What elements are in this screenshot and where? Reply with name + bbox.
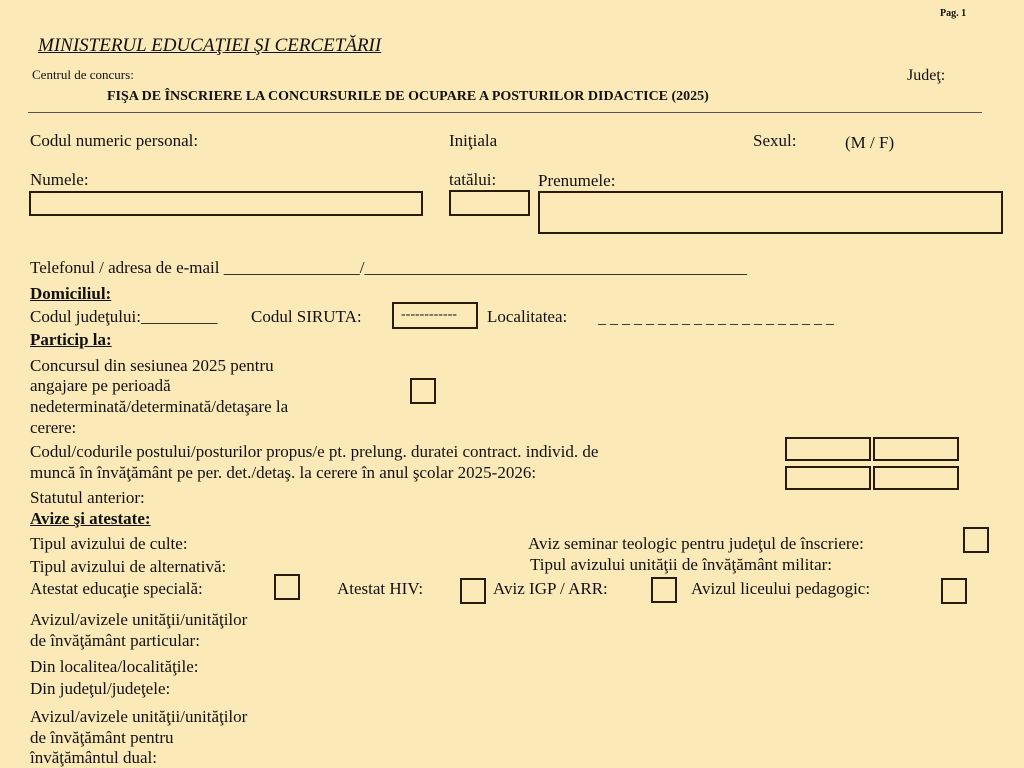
sex-label: Sexul:: [753, 131, 797, 150]
contest-line-1: Concursul din sesiunea 2025 pentru: [30, 356, 274, 375]
igp-checkbox[interactable]: [651, 577, 677, 603]
special-ed-label: Atestat educaţie specială:: [30, 579, 203, 598]
seminary-checkbox[interactable]: [963, 527, 989, 553]
sex-options: (M / F): [845, 133, 895, 152]
igp-label: Aviz IGP / ARR:: [493, 579, 608, 598]
contest-checkbox[interactable]: [410, 378, 436, 404]
siruta-value: ------------: [401, 307, 457, 322]
ministry-title: MINISTERUL EDUCAŢIEI ŞI CERCETĂRII: [38, 35, 382, 56]
contest-line-2: angajare pe perioadă: [30, 376, 171, 395]
father-initial-field[interactable]: [449, 190, 530, 216]
participation-heading: Particip la:: [30, 330, 112, 349]
seminary-approval-label: Aviz seminar teologic pentru judeţul de înscriere:: [528, 534, 864, 553]
private-line-1: Avizul/avizele unităţii/unităţilor: [30, 610, 248, 629]
post-code-field-4[interactable]: [873, 466, 959, 490]
locality-label: Localitatea:: [487, 307, 568, 326]
father-initial-label: Iniţiala: [449, 131, 498, 150]
codes-line-1: Codul/codurile postului/posturilor propus/e pt. prelung. duratei contract. individ. de: [30, 442, 599, 461]
pedagogic-checkbox[interactable]: [941, 578, 967, 604]
page-number: Pag. 1: [940, 8, 967, 19]
title-divider: [28, 112, 982, 113]
firstname-label: Prenumele:: [538, 171, 616, 190]
approvals-heading: Avize şi atestate:: [30, 509, 151, 528]
codes-line-2: muncă în învăţământ pe per. det./detaş. la cerere în anul şcolar 2025-2026:: [30, 463, 537, 482]
special-ed-checkbox[interactable]: [274, 574, 300, 600]
county-code-field[interactable]: Codul judeţului:_________: [30, 307, 218, 326]
firstname-field[interactable]: [538, 191, 1003, 234]
contest-line-3: nedeterminată/determinată/detaşare la: [30, 397, 289, 416]
name-label: Numele:: [30, 170, 89, 189]
post-code-field-2[interactable]: [873, 437, 959, 461]
hiv-label: Atestat HIV:: [337, 579, 424, 598]
siruta-label: Codul SIRUTA:: [251, 307, 362, 326]
siruta-field[interactable]: [392, 302, 478, 329]
military-approval-label: Tipul avizului unităţii de învăţământ militar:: [530, 555, 833, 574]
private-line-2: de învăţământ particular:: [30, 631, 200, 650]
contact-line[interactable]: Telefonul / adresa de e-mail ________________/_____________________________________________: [30, 258, 747, 277]
cult-approval-label: Tipul avizului de culte:: [30, 534, 188, 553]
name-field[interactable]: [29, 191, 423, 216]
dual-line-2: de învăţământ pentru: [30, 728, 174, 747]
dual-line-1: Avizul/avizele unităţii/unităţilor: [30, 707, 248, 726]
cnp-label: Codul numeric personal:: [30, 131, 199, 150]
post-code-field-1[interactable]: [785, 437, 871, 461]
center-label: Centrul de concurs:: [32, 67, 134, 82]
previous-status-label: Statutul anterior:: [30, 488, 145, 507]
alternative-approval-label: Tipul avizului de alternativă:: [30, 557, 227, 576]
counties-label: Din judeţul/judeţele:: [30, 679, 171, 698]
locality-field[interactable]: _ _ _ _ _ _ _ _ _ _ _ _ _ _ _ _ _ _ _ _: [598, 310, 834, 327]
hiv-checkbox[interactable]: [460, 578, 486, 604]
localities-label: Din localitea/localităţile:: [30, 657, 199, 676]
contest-line-4: cerere:: [30, 418, 77, 437]
county-label: Judeţ:: [907, 67, 946, 84]
father-label: tatălui:: [449, 170, 497, 189]
dual-line-3: învăţământul dual:: [30, 748, 157, 767]
pedagogic-label: Avizul liceului pedagogic:: [691, 579, 871, 598]
domicile-heading: Domiciliul:: [30, 284, 112, 303]
form-title: FIŞA DE ÎNSCRIERE LA CONCURSURILE DE OCUPARE A POSTURILOR DIDACTICE (2025): [107, 89, 709, 104]
post-code-field-3[interactable]: [785, 466, 871, 490]
